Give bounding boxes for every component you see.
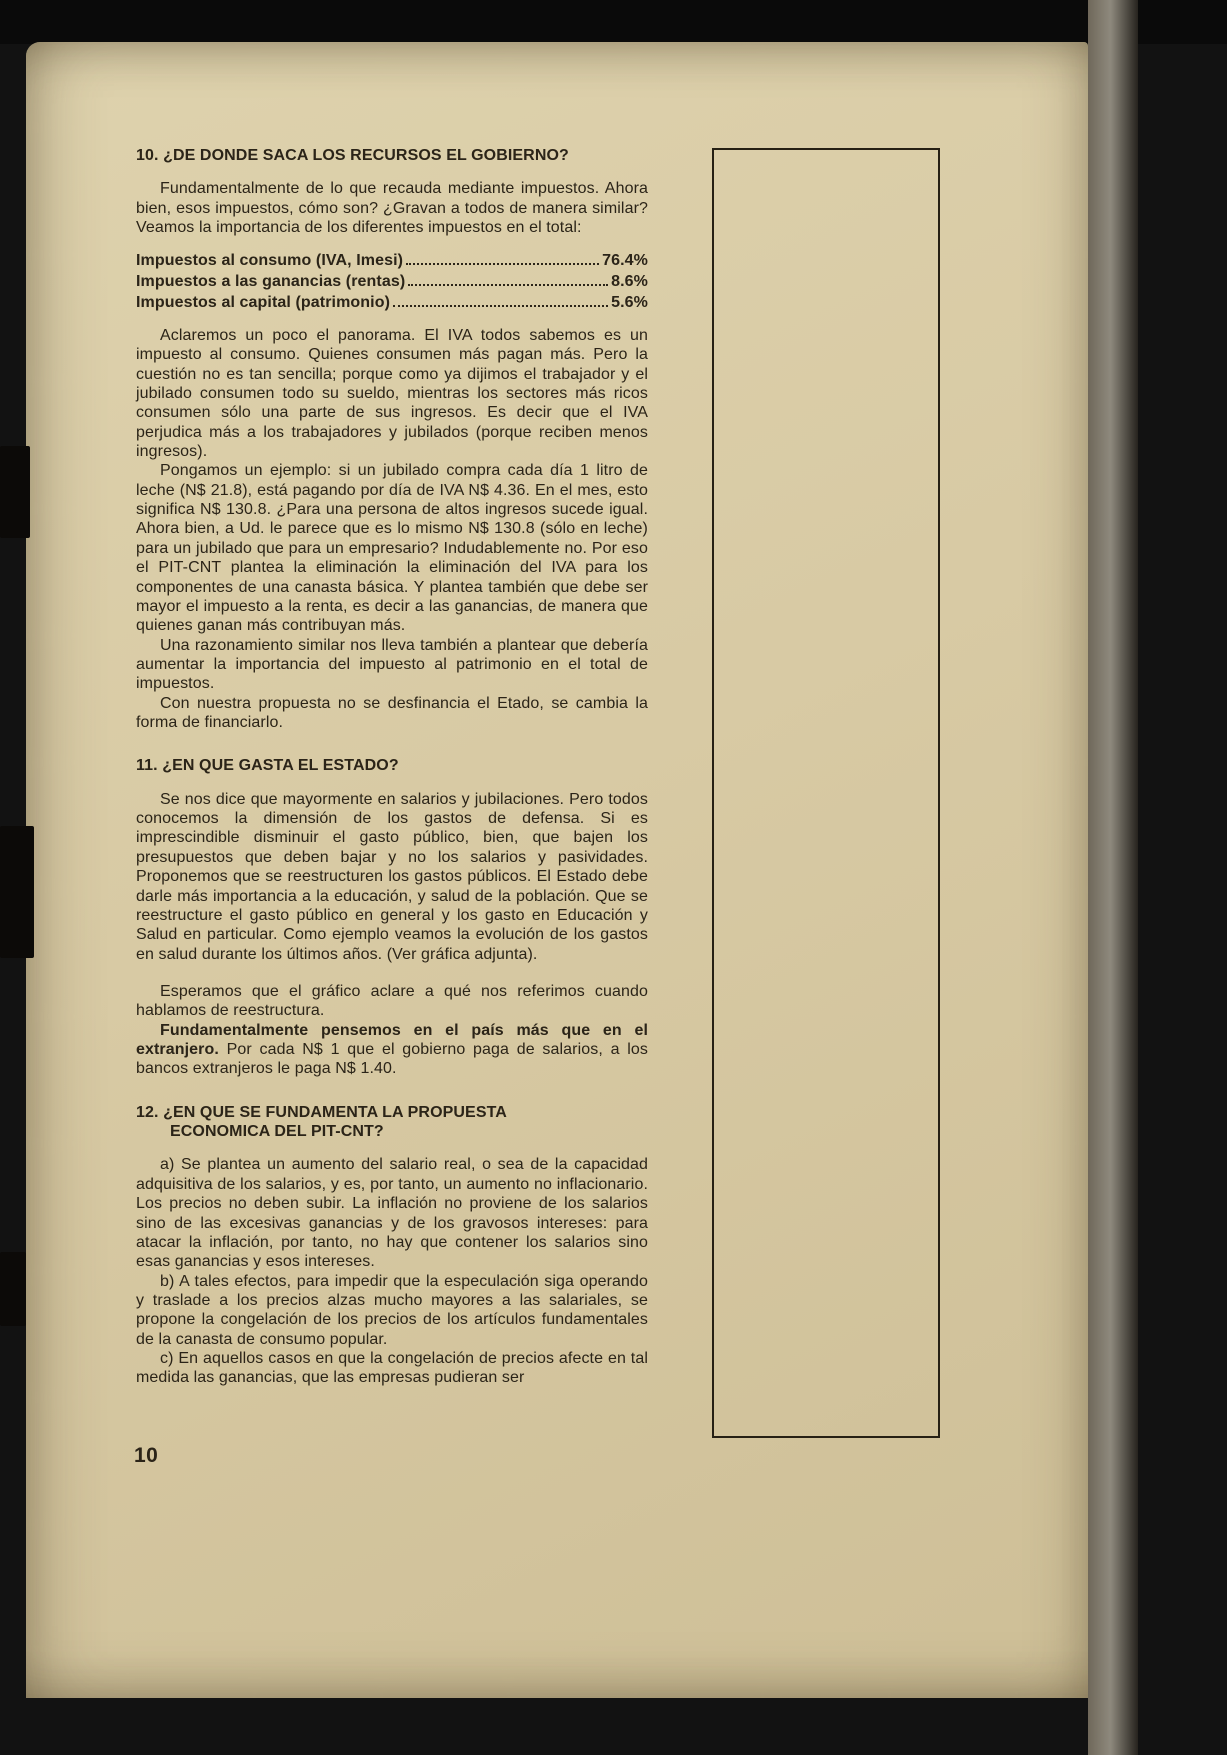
tax-value: 5.6% xyxy=(611,294,648,312)
text-column xyxy=(136,146,648,1388)
paragraph: Una razonamiento similar nos lleva también a plantear que debería aumentar la importancia del impuesto al patrimonio en el total de impuestos. xyxy=(136,636,648,693)
tax-row-ganancias xyxy=(136,272,648,293)
section-10-heading: 10. ¿DE DONDE SACA LOS RECURSOS EL GOBIERNO? xyxy=(136,147,569,164)
heading-line-2: ECONOMICA DEL PIT-CNT? xyxy=(170,1123,384,1141)
paragraph: Pongamos un ejemplo: si un jubilado compra cada día 1 litro de leche (N$ 21.8), está pagando por día de IVA N$ 4.36. En el mes, esto significa N$ 130.8. ¿Para una persona de altos ingresos sucede igual. Ahora bien, a Ud. le parece que es lo mismo N$ 130.8 (sólo en leche) para un jubilado que para un empresario? Indudablemente no. Por eso el PIT-CNT plantea la eliminación la eliminación del IVA para los componentes de una canasta básica. Y plantea también que debe ser mayor el impuesto a la renta, es decir a las ganancias, de manera que quienes ganan más contribuyan más. xyxy=(136,462,648,635)
scan-artifact xyxy=(0,826,34,958)
paragraph-emphasis xyxy=(136,1021,648,1079)
paragraph: c) En aquellos casos en que la congelación de precios afecte en tal medida las ganancias, que las empresas pudieran ser xyxy=(136,1350,648,1387)
tax-value: 76.4% xyxy=(602,252,648,270)
dot-leader xyxy=(408,284,608,286)
section-10-intro: Fundamentalmente de lo que recauda mediante impuestos. Ahora bien, esos impuestos, cómo son? ¿Gravan a todos de manera similar? Veamos la importancia de los diferentes impuestos en el total: xyxy=(136,180,648,237)
chart-placeholder-box xyxy=(712,148,940,1438)
page-paper xyxy=(26,42,1088,1698)
paragraph: Con nuestra propuesta no se desfinancia el Etado, se cambia la forma de financiarlo. xyxy=(136,694,648,732)
scan-right-edge xyxy=(1088,0,1138,1755)
paragraph: Aclaremos un poco el panorama. El IVA todos sabemos es un impuesto al consumo. Quienes consumen más pagan más. Pero la cuestión no es tan sencilla; porque como ya dijimos el trabajador y el jubilado consumen todo su sueldo, mientras los sectores más ricos consumen sólo una parte de sus ingresos. Es decir que el IVA perjudica más a los trabajadores y jubilados (porque reciben menos ingresos). xyxy=(136,326,648,460)
tax-row-capital xyxy=(136,293,648,314)
section-12-heading xyxy=(136,1103,648,1142)
paragraph-text: Por cada N$ 1 que el gobierno paga de salarios, a los bancos extranjeros le paga N$ 1.40. xyxy=(136,1041,648,1078)
scan-top-border xyxy=(0,0,1227,44)
tax-label: Impuestos a las ganancias (rentas) xyxy=(136,273,406,291)
dot-leader xyxy=(393,305,608,307)
heading-line-1: 12. ¿EN QUE SE FUNDAMENTA LA PROPUESTA xyxy=(136,1103,507,1121)
dot-leader xyxy=(406,263,599,265)
paragraph: a) Se plantea un aumento del salario real, o sea de la capacidad adquisitiva de los salarios, y es, por tanto, un aumento no inflacionario. Los precios no deben subir. La inflación no proviene de los salarios sino de las excesivas ganancias y de los gravosos intereses: para atacar la inflación, por tanto, no hay que contener los salarios sino esas ganancias y esos intereses. xyxy=(136,1156,648,1271)
page-number: 10 xyxy=(134,1444,159,1467)
section-11-heading: 11. ¿EN QUE GASTA EL ESTADO? xyxy=(136,757,399,775)
paragraph: Se nos dice que mayormente en salarios y jubilaciones. Pero todos conocemos la dimensión de los gastos de defensa. Si es imprescindible disminuir el gasto público, bien, que bajen los presupuestos que deben bajar y no los salarios y pasividades. Proponemos que se reestructuren los gastos públicos. El Estado debe darle más importancia a la educación, y salud de la población. Que se reestructure el gasto público en general y los gasto en Educación y Salud en particular. Como ejemplo veamos la evolución de los gastos en salud durante los últimos años. (Ver gráfica adjunta). xyxy=(136,790,648,963)
paragraph: Esperamos que el gráfico aclare a qué nos referimos cuando hablamos de reestructura. xyxy=(136,982,648,1020)
tax-breakdown-list xyxy=(136,251,648,313)
tax-row-consumo xyxy=(136,251,648,272)
tax-value: 8.6% xyxy=(611,273,648,291)
tax-label: Impuestos al consumo (IVA, Imesi) xyxy=(136,252,404,270)
scan-artifact xyxy=(0,1252,26,1326)
emphasis-text: Fundamentalmente pensemos en el país más que en el extranjero. xyxy=(136,1021,648,1059)
scan-artifact xyxy=(0,446,30,538)
tax-label: Impuestos al capital (patrimonio) xyxy=(136,294,391,312)
paragraph: b) A tales efectos, para impedir que la especulación siga operando y traslade a los precios alzas mucho mayores a las salariales, se propone la congelación de los precios de los artículos fundamentales de la canasta de consumo popular. xyxy=(136,1272,648,1348)
